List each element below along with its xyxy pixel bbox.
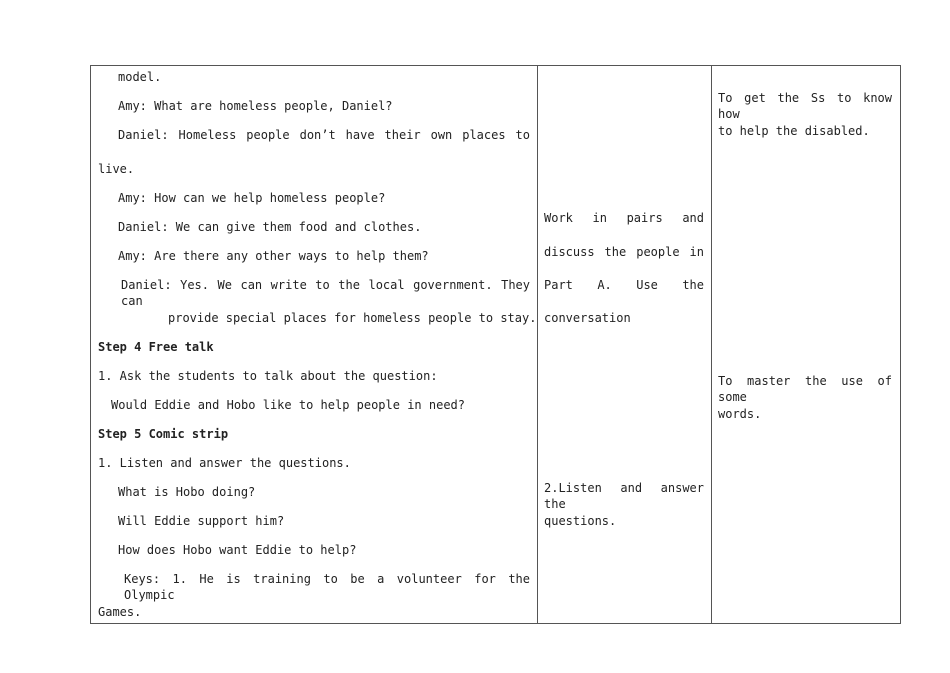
text-line: model. <box>118 70 162 84</box>
text-line: questions. <box>544 514 617 528</box>
lesson-plan-table <box>90 65 901 624</box>
text-line: To master the use of some <box>718 374 892 404</box>
text-line: live. <box>98 162 135 176</box>
dialogue-line: provide special places for homeless people to stay. <box>168 311 537 325</box>
step-heading: Step 4 Free talk <box>98 340 214 354</box>
purpose-cell <box>712 66 901 624</box>
dialogue-line: Daniel: We can give them food and clothes. <box>118 220 422 234</box>
text-line: Would Eddie and Hobo like to help people in need? <box>111 398 466 412</box>
text-line: 2.Listen and answer the <box>544 481 704 511</box>
text-line: words. <box>718 407 762 421</box>
text-line: 1. Listen and answer the questions. <box>98 456 351 470</box>
text-line: discuss the people in <box>544 245 704 259</box>
text-line: Part A. Use the <box>544 278 704 292</box>
text-line: to help the disabled. <box>718 124 870 138</box>
text-line: To get the Ss to know how <box>718 91 892 121</box>
question-line: How does Hobo want Eddie to help? <box>118 543 357 557</box>
table-row <box>91 66 901 624</box>
text-line: Games. <box>98 605 142 619</box>
activity-cell <box>538 66 712 624</box>
text-line: 1. Ask the students to talk about the question: <box>98 369 438 383</box>
question-line: Will Eddie support him? <box>118 514 285 528</box>
step-heading: Step 5 Comic strip <box>98 427 229 441</box>
question-line: What is Hobo doing? <box>118 485 256 499</box>
dialogue-line: Daniel: Yes. We can write to the local government. They can <box>121 278 530 308</box>
procedure-cell <box>91 66 538 624</box>
dialogue-line: Amy: What are homeless people, Daniel? <box>118 99 393 113</box>
text-line: Keys: 1. He is training to be a volunteer for the Olympic <box>124 572 530 602</box>
dialogue-line: Amy: Are there any other ways to help them? <box>118 249 429 263</box>
text-line: conversation <box>544 311 631 325</box>
dialogue-line: Amy: How can we help homeless people? <box>118 191 386 205</box>
text-line: Work in pairs and <box>544 211 704 225</box>
dialogue-line: Daniel: Homeless people don’t have their own places to <box>118 128 530 142</box>
